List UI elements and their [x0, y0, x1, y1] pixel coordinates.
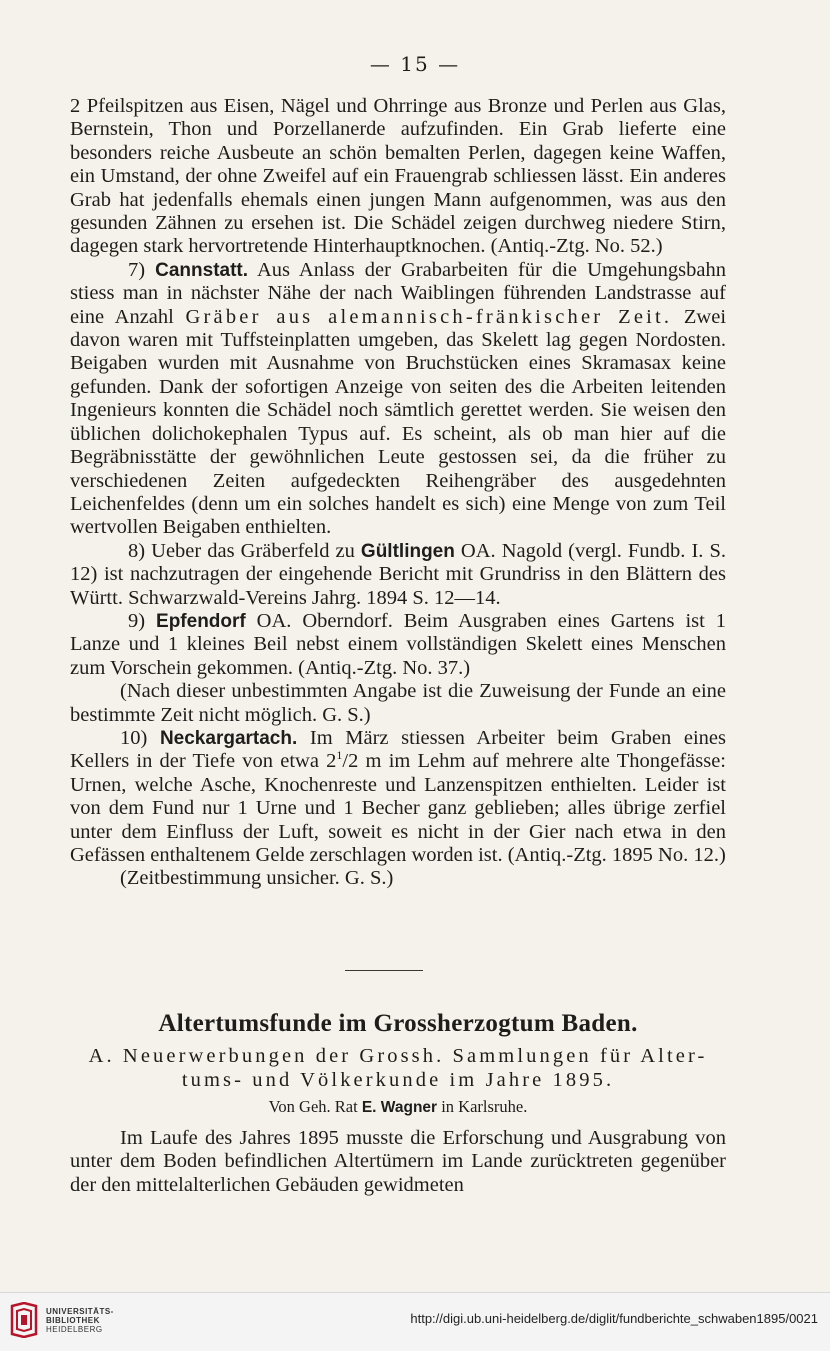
library-name	[46, 1307, 114, 1334]
section-paragraph: Im Laufe des Jahres 1895 musste die Erforschung und Ausgrabung von unter dem Boden befindlichen Altertümern im Lande zurücktreten gegenüber der den mittelalterlichen Gebäuden gewidmeten	[70, 1127, 726, 1196]
paragraph-neckargartach	[70, 727, 726, 867]
item-number: 8)	[128, 539, 146, 562]
library-line: BIBLIOTHEK	[46, 1316, 100, 1325]
body-text	[70, 95, 726, 891]
paragraph-text: Ueber das Gräberfeld zu	[151, 539, 355, 562]
item-number: 7)	[128, 258, 146, 281]
library-line: UNIVERSITÄTS-	[46, 1307, 114, 1316]
place-name: Cannstatt.	[155, 259, 249, 281]
subheading-line: tums- und Völkerkunde im Jahre 1895.	[181, 1069, 615, 1091]
paragraph-text: Zwei davon waren mit Tuffsteinplatten umgeben, das Skelett lag gegen Nordosten. Beigaben wurden mit Ausnahme von Bruchstücken eines Skramasax keine gefunden. Dank der sofortigen Anzeige von seiten des die Arbeiten leitenden Ingenieurs konnten die Schädel noch sämtlich gerettet werden. Sie weisen den üblichen dolichokephalen Typus auf. Es scheint, als ob man hier auf die Begräbnisstätte der gewöhnlichen Leute gestossen sei, da die früher zu verschiedenen Zeiten aufgedeckten Reihengräber des ausgedehnten Leichenfeldes (denn um ein solches handelt es sich) eine Menge von zum Teil wertvollen Beigaben enthielten.	[70, 305, 727, 539]
item-number: 9)	[128, 609, 146, 632]
author-name: E. Wagner	[361, 1099, 438, 1116]
subheading-line: A. Neuerwerbungen der Grossh. Sammlungen für Alter-	[88, 1045, 708, 1067]
byline-suffix: in Karlsruhe.	[441, 1097, 528, 1116]
section-subheading	[70, 1044, 726, 1092]
page-number: — 15 —	[369, 52, 461, 76]
paragraph-text: /2 m im Lehm auf mehrere alte Thongefässe: Urnen, welche Asche, Knochenreste und Lanzenspitzen enthielten. Leider ist von dem Fund nur 1 Urne und 1 Becher ganz geblieben; alles übrige zerfiel unter dem Einfluss der Luft, soweit es nicht in der Gier nach etwa in den Gefässen enthaltenem Gelde zerschlagen worden ist. (Antiq.-Ztg. 1895 No. 12.)	[70, 750, 726, 866]
paragraph-note-neckargartach: (Zeitbestimmung unsicher. G. S.)	[120, 867, 394, 890]
fraction-numerator: 1	[336, 748, 343, 763]
paragraph-gueltlingen	[70, 540, 726, 610]
paragraph-text: OA. Oberndorf. Beim Ausgraben eines Gartens ist 1 Lanze und 1 kleines Beil nebst einem vollständigen Skelett eines Menschen zum Vorschein gekommen. (Antiq.-Ztg. No. 37.)	[70, 609, 727, 679]
byline-prefix: Von Geh. Rat	[268, 1097, 358, 1116]
section-title: Altertumsfunde im Grossherzogtum Baden.	[158, 1010, 638, 1037]
paragraph-epfendorf	[70, 610, 726, 680]
paragraph-note-epfendorf: (Nach dieser unbestimmten Angabe ist die Zuweisung der Funde an eine bestimmte Zeit nicht möglich. G. S.)	[70, 680, 726, 726]
byline	[70, 1097, 726, 1117]
paragraph-text: Aus Anlass der Grabarbeiten für die Umgehungsbahn stiess man in nächster Nähe der nach Waiblingen führenden Landstrasse auf eine Anzahl	[70, 258, 727, 328]
paragraph-cannstatt	[70, 259, 726, 540]
paragraph-1: 2 Pfeilspitzen aus Eisen, Nägel und Ohrringe aus Bronze und Perlen aus Glas, Bernstein, Thon und Porzellanerde aufzufinden. Ein Grab lieferte eine besonders reiche Ausbeute an schön bemalten Perlen, dagegen keine Waffen, ein Umstand, der ohne Zweifel auf ein Frauengrab schliessen lässt. Ein anderes Grab hat jedenfalls ehemals einen jungen Mann aufgenommen, was aus den gesunden Zähnen zu ersehen ist. Die Schädel zeigen durchweg niedere Stirn, dagegen stark hervortretende Hinterhauptknochen. (Antiq.-Ztg. No. 52.)	[70, 95, 726, 258]
source-url-link[interactable]: http://digi.ub.uni-heidelberg.de/diglit/fundberichte_schwaben1895/0021	[410, 1311, 818, 1326]
paragraph-text: OA. Nagold (vergl. Fundb. I. S. 12) ist nachzutragen der eingehende Bericht mit Grundriss in den Blättern des Württ. Schwarzwald-Vereins Jahrg. 1894 S. 12—14.	[70, 539, 727, 609]
library-logo-icon	[8, 1302, 40, 1338]
paragraph-text: Im März stiessen Arbeiter beim Graben eines Kellers in der Tiefe von etwa 2	[70, 726, 727, 773]
place-name: Neckargartach.	[159, 727, 298, 749]
place-name: Gültlingen	[360, 540, 455, 562]
spaced-emphasis: Gräber aus alemannisch-fränkischer Zeit.	[185, 305, 673, 328]
section-divider	[345, 970, 423, 971]
section-body	[70, 1127, 726, 1197]
item-number: 10)	[120, 726, 148, 749]
footer-bar	[0, 1292, 830, 1351]
library-line: HEIDELBERG	[46, 1325, 103, 1334]
place-name: Epfendorf	[156, 610, 246, 632]
